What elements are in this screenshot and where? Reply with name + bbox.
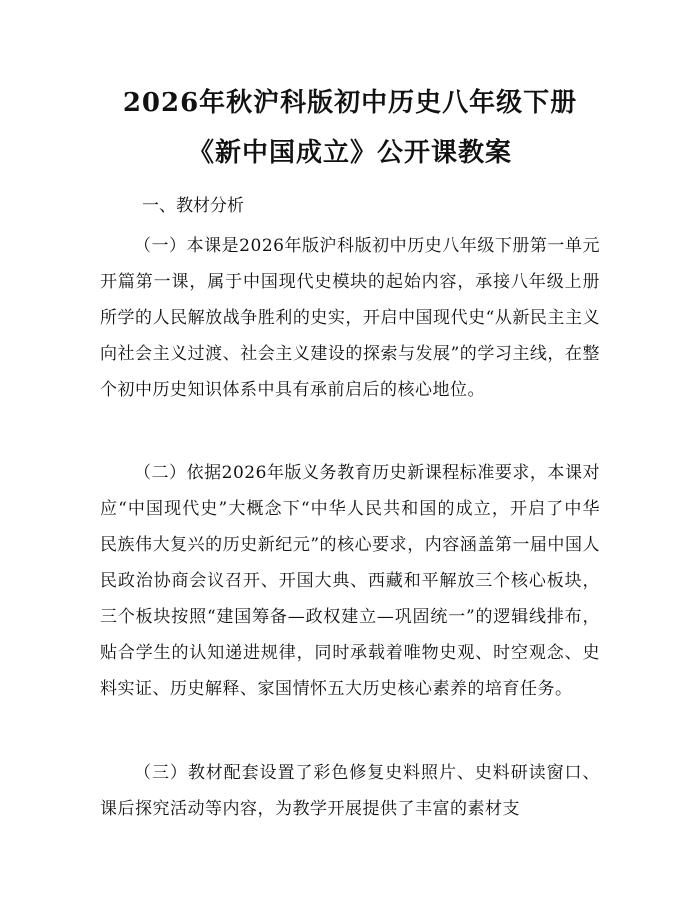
section-heading: 一、教材分析 <box>142 196 244 216</box>
document-title: 2026年秋沪科版初中历史八年级下册《新中国成立》公开课教案 <box>122 88 578 168</box>
paragraph-2: （二）依据2026年版义务教育历史新课程标准要求，本课对应“中国现代史”大概念下“中华人民共和国的成立，开启了中华民族伟大复兴的历史新纪元”的核心要求，内容涵盖第一届中国人民政治协商会议召开、开国大典、西藏和平解放三个核心板块，三个板块按照“建国筹备—政权建立—巩固统一”的逻辑线排布，贴合学生的认知递进规律，同时承载着唯物史观、时空观念、史料实证、历史解释、家国情怀五大历史核心素养的培育任务。 <box>100 463 600 699</box>
paragraph-3: （三）教材配套设置了彩色修复史料照片、史料研读窗口、课后探究活动等内容，为教学开展提供了丰富的素材支 <box>100 763 600 819</box>
paragraph-1: （一）本课是2026年版沪科版初中历史八年级下册第一单元开篇第一课，属于中国现代史模块的起始内容，承接八年级上册所学的人民解放战争胜利的史实，开启中国现代史“从新民主主义向社会主义过渡、社会主义建设的探索与发展”的学习主线，在整个初中历史知识体系中具有承前启后的核心地位。 <box>100 236 600 400</box>
